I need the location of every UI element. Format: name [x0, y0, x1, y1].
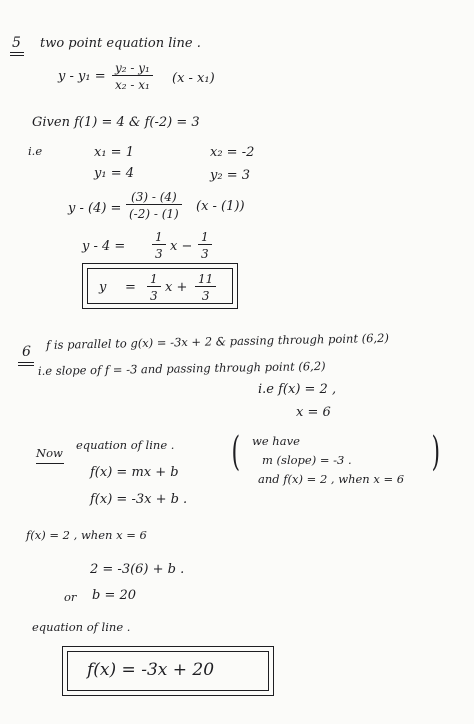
q5-sub-rhs: (x - (1)): [196, 199, 245, 214]
q5-final-b-den: 3: [201, 289, 210, 303]
q5-formula-den: x₂ - x₁: [115, 78, 150, 92]
q5-sub-num: (3) - (4): [126, 190, 182, 205]
q5-heading: two point equation line .: [40, 36, 201, 51]
q5-number-underline-2: [10, 55, 24, 56]
q5-step-frac-a: [152, 230, 166, 261]
q6-cond: f(x) = 2 , when x = 6: [26, 528, 147, 542]
q5-formula-rhs: (x - x₁): [172, 71, 215, 86]
q5-final-eq: =: [125, 280, 136, 295]
q6-line1: f is parallel to g(x) = -3x + 2 & passing through point (6,2): [45, 330, 390, 352]
q5-x2: x₂ = -2: [210, 145, 255, 160]
q6-line4: x = 6: [296, 405, 331, 420]
q5-formula-fraction: [112, 61, 153, 92]
q5-step-frac-b: [198, 230, 212, 261]
q5-step-lhs: y - 4 =: [82, 239, 126, 254]
q5-ie: i.e: [28, 144, 43, 158]
q5-number-underline: [10, 52, 24, 53]
q6-eq1: f(x) = mx + b: [90, 465, 179, 480]
q5-step-b-num: 1: [198, 230, 212, 245]
q5-final-a-num: 1: [147, 272, 161, 287]
q5-y2: y₂ = 3: [210, 168, 250, 183]
q5-step-x-minus: x −: [170, 239, 193, 254]
q5-x1: x₁ = 1: [94, 145, 134, 160]
q6-calc: 2 = -3(6) + b .: [90, 562, 185, 577]
q6-b-value: b = 20: [92, 588, 137, 603]
q5-final-frac-b: [195, 272, 216, 303]
q5-sub-den: (-2) - (1): [129, 207, 179, 221]
q6-now-label: Now: [36, 446, 63, 460]
q6-eq2: f(x) = -3x + b .: [90, 492, 188, 507]
q6-line2: i.e slope of f = -3 and passing through point (6,2): [37, 358, 326, 378]
q6-or: or: [64, 590, 77, 604]
q6-have-left-paren: (: [231, 429, 241, 475]
q5-final-frac-a: [147, 272, 161, 303]
q5-formula-lhs: y - y₁ =: [58, 69, 106, 84]
q5-final-x-plus: x +: [165, 280, 188, 295]
q6-final: f(x) = -3x + 20: [87, 660, 215, 680]
q5-answer-box: [82, 263, 238, 309]
q6-have-2: and f(x) = 2 , when x = 6: [258, 472, 405, 486]
q6-have-right-paren: ): [431, 429, 441, 475]
q6-now-underline: [36, 463, 64, 464]
q5-step-a-den: 3: [155, 247, 163, 261]
q6-answer-box: [62, 646, 274, 696]
q5-final-b-num: 11: [195, 272, 216, 287]
q6-number: 6: [22, 344, 31, 360]
q6-eq-label: equation of line .: [32, 620, 131, 634]
q5-final-a-den: 3: [150, 289, 158, 303]
q5-final-lhs: y: [99, 280, 107, 295]
q5-formula-num: y₂ - y₁: [112, 61, 153, 76]
q5-given: Given f(1) = 4 & f(-2) = 3: [32, 115, 200, 130]
q6-line3: i.e f(x) = 2 ,: [258, 382, 337, 397]
q5-number: 5: [12, 35, 21, 51]
q5-sub-fraction: [126, 190, 182, 221]
q6-have-1: m (slope) = -3 .: [262, 453, 352, 467]
q6-now-text: equation of line .: [76, 438, 175, 452]
q6-number-underline-2: [18, 365, 34, 366]
q5-step-b-den: 3: [201, 247, 209, 261]
q5-step-a-num: 1: [152, 230, 166, 245]
q6-have-title: we have: [252, 434, 300, 448]
q5-sub-lhs: y - (4) =: [68, 201, 122, 216]
q5-y1: y₁ = 4: [94, 166, 134, 181]
q6-number-underline: [18, 362, 34, 363]
